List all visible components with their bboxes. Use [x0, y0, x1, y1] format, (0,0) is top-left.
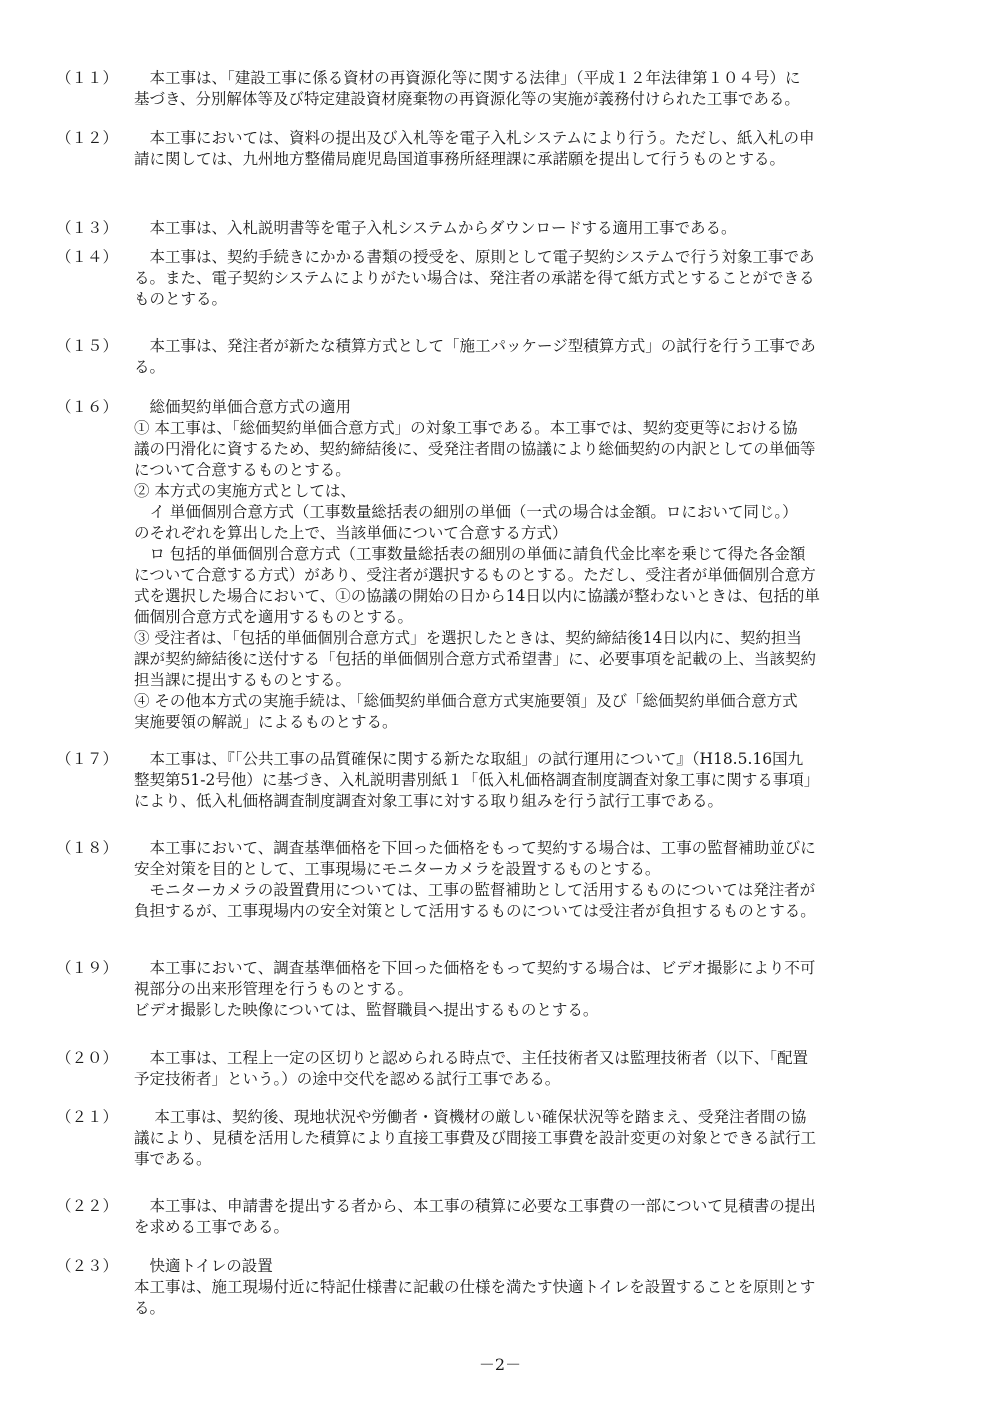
clause-text-line: 本工事は、入札説明書等を電子入札システムからダウンロードする適用工事である。	[134, 219, 737, 237]
clause-number: （１７）	[56, 750, 119, 768]
clause-text-line: 本工事は、工程上一定の区切りと認められる時点で、主任技術者又は監理技術者（以下、「配置	[134, 1049, 808, 1067]
clause-text-line: る。	[134, 1299, 166, 1317]
clause-text-line: ビデオ撮影した映像については、監督職員へ提出するものとする。	[134, 1001, 599, 1019]
clause-body	[134, 128, 954, 170]
clause-number: （１９）	[56, 959, 119, 977]
clause-body	[134, 218, 954, 239]
clause-text-line: 快適トイレの設置	[134, 1257, 273, 1275]
clause-text-line: ものとする。	[134, 290, 228, 308]
clause-body	[134, 247, 954, 310]
clause-text-line: ロ 包括的単価個別合意方式（工事数量総括表の細別の単価に請負代金比率を乗じて得た各金額	[134, 545, 806, 563]
clause-text-line: 総価契約単価合意方式の適用	[134, 398, 352, 416]
clause-text-line: 議の円滑化に資するため、契約締結後に、受発注者間の協議により総価契約の内訳としての単価等	[134, 440, 816, 458]
clause-body	[134, 1048, 954, 1090]
clause-text-line: 視部分の出来形管理を行うものとする。	[134, 980, 414, 998]
clause-text-line: のそれぞれを算出した上で、当該単価について合意する方式）	[134, 524, 568, 542]
clause-text-line: 本工事においては、資料の提出及び入札等を電子入札システムにより行う。ただし、紙入札の申	[134, 129, 815, 147]
clause-text-line: ② 本方式の実施方式としては、	[134, 482, 356, 500]
clause-text-line: 本工事は、発注者が新たな積算方式として「施工パッケージ型積算方式」の試行を行う工事であ	[134, 337, 816, 355]
clause-text-line: 事である。	[134, 1150, 212, 1168]
clause-body	[134, 958, 954, 1021]
clause-text-line: モニターカメラの設置費用については、工事の監督補助として活用するものについては発注者が	[134, 881, 816, 899]
clause-text-line: 式を選択した場合において、①の協議の開始の日から14日以内に協議が整わないときは、包括的単	[134, 587, 820, 605]
clause-text-line: る。	[134, 358, 166, 376]
clause-text-line: 本工事は、施工現場付近に特記仕様書に記載の仕様を満たす快適トイレを設置することを原則とす	[134, 1278, 816, 1296]
clause-body	[134, 336, 954, 378]
clause-text-line: 実施要領の解説」によるものとする。	[134, 713, 398, 731]
clause-number: （１８）	[56, 839, 119, 857]
clause-text-line: 本工事は、申請書を提出する者から、本工事の積算に必要な工事費の一部について見積書の提出	[134, 1197, 816, 1215]
clause-text-line: 本工事は、「建設工事に係る資材の再資源化等に関する法律」（平成１２年法律第１０４号）に	[134, 69, 801, 87]
clause-text-line: 議により、見積を活用した積算により直接工事費及び間接工事費を設計変更の対象とできる試行工	[134, 1129, 817, 1147]
clause-number: （２０）	[56, 1049, 119, 1067]
clause-text-line: を求める工事である。	[134, 1218, 290, 1236]
clause-text-line: 予定技術者」という。）の途中交代を認める試行工事である。	[134, 1070, 561, 1088]
clause-text-line: ① 本工事は、「総価契約単価合意方式」の対象工事である。本工事では、契約変更等における協	[134, 419, 798, 437]
clause-number: （１５）	[56, 337, 119, 355]
clause-text-line: 整契第51-2号他）に基づき、入札説明書別紙１「低入札価格調査制度調査対象工事に関する事項」	[134, 771, 820, 789]
clause-text-line: 安全対策を目的として、工事現場にモニターカメラを設置するものとする。	[134, 860, 661, 878]
clause-number: （２１）	[56, 1108, 119, 1126]
clause-body	[134, 68, 954, 110]
clause-body	[134, 1107, 954, 1170]
clause-body	[134, 1256, 954, 1319]
clause-text-line: 価個別合意方式を適用するものとする。	[134, 608, 414, 626]
clause-text-line: 請に関しては、九州地方整備局鹿児島国道事務所経理課に承諾願を提出して行うものとする。	[134, 150, 786, 168]
clause-body	[134, 749, 954, 812]
clause-body	[134, 397, 954, 733]
page-number: －2－	[478, 1355, 522, 1374]
clause-text-line: 本工事は、契約手続きにかかる書類の授受を、原則として電子契約システムで行う対象工事であ	[134, 248, 815, 266]
clause-text-line: 担当課に提出するものとする。	[134, 671, 352, 689]
clause-text-line: イ 単価個別合意方式（工事数量総括表の細別の単価（一式の場合は金額。ロにおいて同じ。）	[134, 503, 798, 521]
clause-text-line: について合意するものとする。	[134, 461, 351, 479]
clause-number: （１６）	[56, 398, 119, 416]
clause-number: （２２）	[56, 1197, 119, 1215]
clause-text-line: 本工事は、契約後、現地状況や労働者・資機材の厳しい確保状況等を踏まえ、受発注者間の協	[134, 1108, 807, 1126]
clause-number: （１３）	[56, 219, 119, 237]
clause-text-line: について合意する方式）があり、受注者が選択するものとする。ただし、受注者が単価個別合意方	[134, 566, 816, 584]
clause-body	[134, 1196, 954, 1238]
clause-text-line: る。また、電子契約システムによりがたい場合は、発注者の承諾を得て紙方式とすることができる	[134, 269, 815, 287]
clause-text-line: ④ その他本方式の実施手続は、「総価契約単価合意方式実施要領」及び「総価契約単価合意方式	[134, 692, 798, 710]
clause-number: （１１）	[56, 69, 119, 87]
clause-text-line: 本工事において、調査基準価格を下回った価格をもって契約する場合は、工事の監督補助並びに	[134, 839, 816, 857]
clause-number: （２３）	[56, 1257, 119, 1275]
clause-text-line: 本工事は、『「公共工事の品質確保に関する新たな取組」の試行運用について』（H18.5.16国九	[134, 750, 804, 768]
clause-number: （１２）	[56, 129, 119, 147]
clause-text-line: ③ 受注者は、「包括的単価個別合意方式」を選択したときは、契約締結後14日以内に、契約担当	[134, 629, 802, 647]
clause-text-line: 課が契約締結後に送付する「包括的単価個別合意方式希望書」に、必要事項を記載の上、当該契約	[134, 650, 817, 668]
clause-text-line: 本工事において、調査基準価格を下回った価格をもって契約する場合は、ビデオ撮影により不可	[134, 959, 816, 977]
clause-text-line: 負担するが、工事現場内の安全対策として活用するものについては受注者が負担するものとする。	[134, 902, 816, 920]
clause-text-line: により、低入札価格調査制度調査対象工事に対する取り組みを行う試行工事である。	[134, 792, 724, 810]
clause-body	[134, 838, 954, 922]
clause-text-line: 基づき、分別解体等及び特定建設資材廃棄物の再資源化等の実施が義務付けられた工事である。	[134, 90, 800, 108]
clause-number: （１４）	[56, 248, 119, 266]
